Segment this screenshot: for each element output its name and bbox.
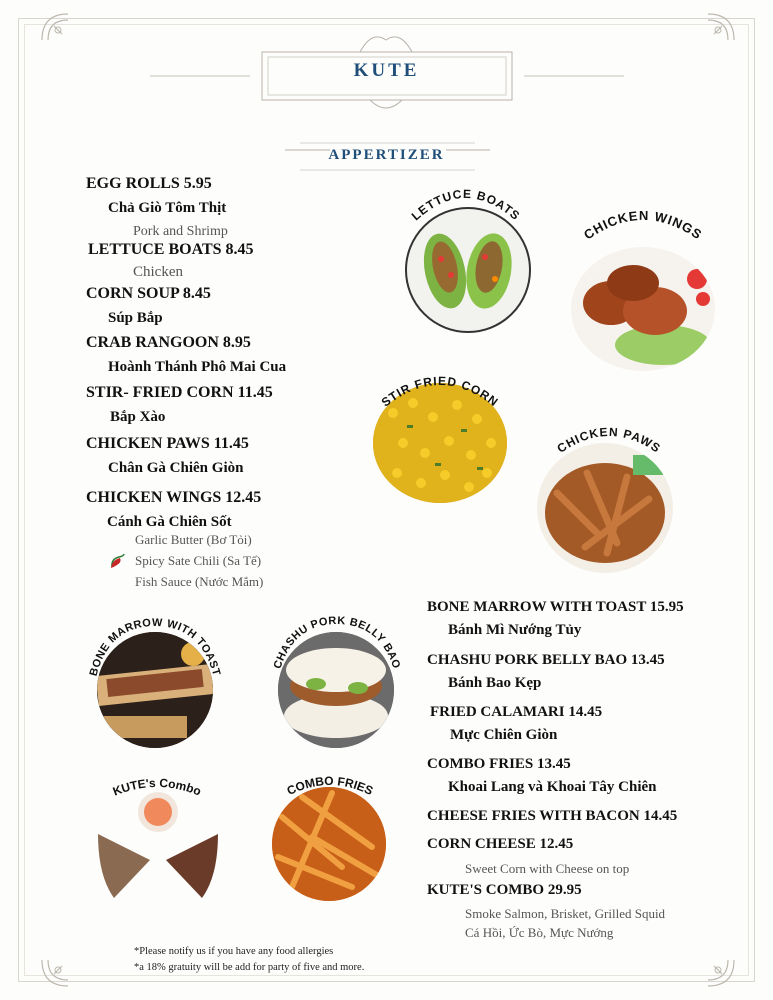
- menu-item-viet: Mực Chiên Giòn: [450, 727, 558, 743]
- menu-item-viet: Bắp Xào: [110, 409, 166, 425]
- menu-item-viet: Chả Giò Tôm Thịt: [108, 200, 227, 216]
- restaurant-name: KUTE: [353, 60, 420, 81]
- label-chicken-wings: [568, 200, 718, 264]
- menu-item-desc: Chicken: [133, 264, 183, 280]
- menu-item-fried-calamari: FRIED CALAMARI 14.45: [430, 704, 603, 720]
- label-text: LETTUCE BOATS: [408, 186, 524, 224]
- menu-item-egg-rolls: EGG ROLLS 5.95: [86, 175, 212, 192]
- label-bone-marrow: [80, 610, 230, 700]
- menu-item-kutes-combo: KUTE'S COMBO 29.95: [427, 882, 582, 898]
- menu-item-corn-soup: CORN SOUP 8.45: [86, 285, 211, 302]
- label-text: KUTE's Combo: [110, 775, 204, 799]
- menu-item-desc: Pork and Shrimp: [133, 224, 228, 239]
- menu-item-viet: Bánh Bao Kẹp: [448, 675, 542, 691]
- svg-text:CHICKEN WINGS: [581, 208, 705, 243]
- menu-item-desc: Cá Hồi, Ức Bò, Mực Nướng: [465, 925, 614, 940]
- menu-item-crab-rangoon: CRAB RANGOON 8.95: [86, 334, 251, 351]
- menu-item-combo-fries: COMBO FRIES 13.45: [427, 756, 571, 772]
- label-chashu-bao: [262, 610, 412, 700]
- menu-item-desc: Sweet Corn with Cheese on top: [465, 861, 630, 876]
- corner-ornament-bottom-right: [690, 942, 738, 990]
- svg-text:BONE MARROW WITH TOAST: [88, 617, 223, 678]
- photo-chicken-wings: [571, 247, 715, 371]
- label-lettuce-boats: [395, 172, 535, 232]
- menu-item-lettuce-boats: LETTUCE BOATS 8.45: [88, 241, 254, 258]
- menu-item-viet: Hoành Thánh Phô Mai Cua: [108, 359, 287, 375]
- label-kutes-combo: [92, 768, 222, 808]
- menu-item-chicken-wings: CHICKEN WINGS 12.45: [86, 489, 262, 506]
- menu-item-bone-marrow: BONE MARROW WITH TOAST 15.95: [427, 599, 684, 615]
- menu-item-cheese-fries: CHEESE FRIES WITH BACON 14.45: [427, 808, 678, 824]
- label-text: STIR FRIED CORN: [378, 373, 502, 410]
- svg-text:KUTE's Combo: [111, 776, 203, 799]
- sauce-option-spicy: Spicy Sate Chili (Sa Tế): [135, 553, 262, 568]
- menu-item-corn-cheese: CORN CHEESE 12.45: [427, 836, 574, 852]
- sauce-option-garlic: Garlic Butter (Bơ Tỏi): [135, 532, 252, 547]
- svg-text:STIR FRIED CORN: [379, 374, 502, 410]
- menu-item-chicken-paws: CHICKEN PAWS 11.45: [86, 435, 249, 452]
- svg-text:CHASHU PORK BELLY BAO: [272, 615, 403, 671]
- label-text: CHICKEN WINGS: [580, 207, 706, 243]
- label-stir-fried-corn: [370, 360, 510, 416]
- section-title: APPERTIZER: [328, 147, 445, 163]
- footnote-gratuity: *a 18% gratuity will be add for party of five and more.: [134, 962, 365, 973]
- menu-item-stir-fried-corn: STIR- FRIED CORN 11.45: [86, 384, 273, 401]
- menu-item-viet: Bánh Mì Nướng Tủy: [448, 622, 582, 638]
- label-text: CHICKEN PAWS: [554, 424, 664, 456]
- menu-item-desc: Smoke Salmon, Brisket, Grilled Squid: [465, 906, 666, 921]
- sauce-option-fish: Fish Sauce (Nước Mắm): [135, 574, 264, 589]
- svg-text:COMBO FRIES: [285, 774, 376, 798]
- label-combo-fries: [272, 766, 388, 806]
- menu-item-viet: Cánh Gà Chiên Sốt: [107, 514, 232, 530]
- menu-item-chashu-bao: CHASHU PORK BELLY BAO 13.45: [427, 652, 665, 668]
- menu-item-viet: Súp Bắp: [108, 310, 163, 326]
- corner-ornament-bottom-left: [38, 942, 86, 990]
- label-text: CHASHU PORK BELLY BAO: [271, 614, 403, 671]
- chicken-wings-image: [571, 247, 715, 371]
- svg-text:CHICKEN PAWS: [555, 425, 664, 456]
- label-chicken-paws: [542, 412, 676, 466]
- chili-icon: [109, 553, 127, 569]
- label-text: BONE MARROW WITH TOAST: [87, 616, 223, 678]
- menu-item-viet: Chân Gà Chiên Giòn: [108, 460, 244, 476]
- label-text: COMBO FRIES: [284, 773, 376, 799]
- svg-text:LETTUCE BOATS: [409, 187, 523, 223]
- footnote-allergy: *Please notify us if you have any food allergies: [134, 946, 334, 957]
- menu-item-viet: Khoai Lang và Khoai Tây Chiên: [448, 779, 657, 795]
